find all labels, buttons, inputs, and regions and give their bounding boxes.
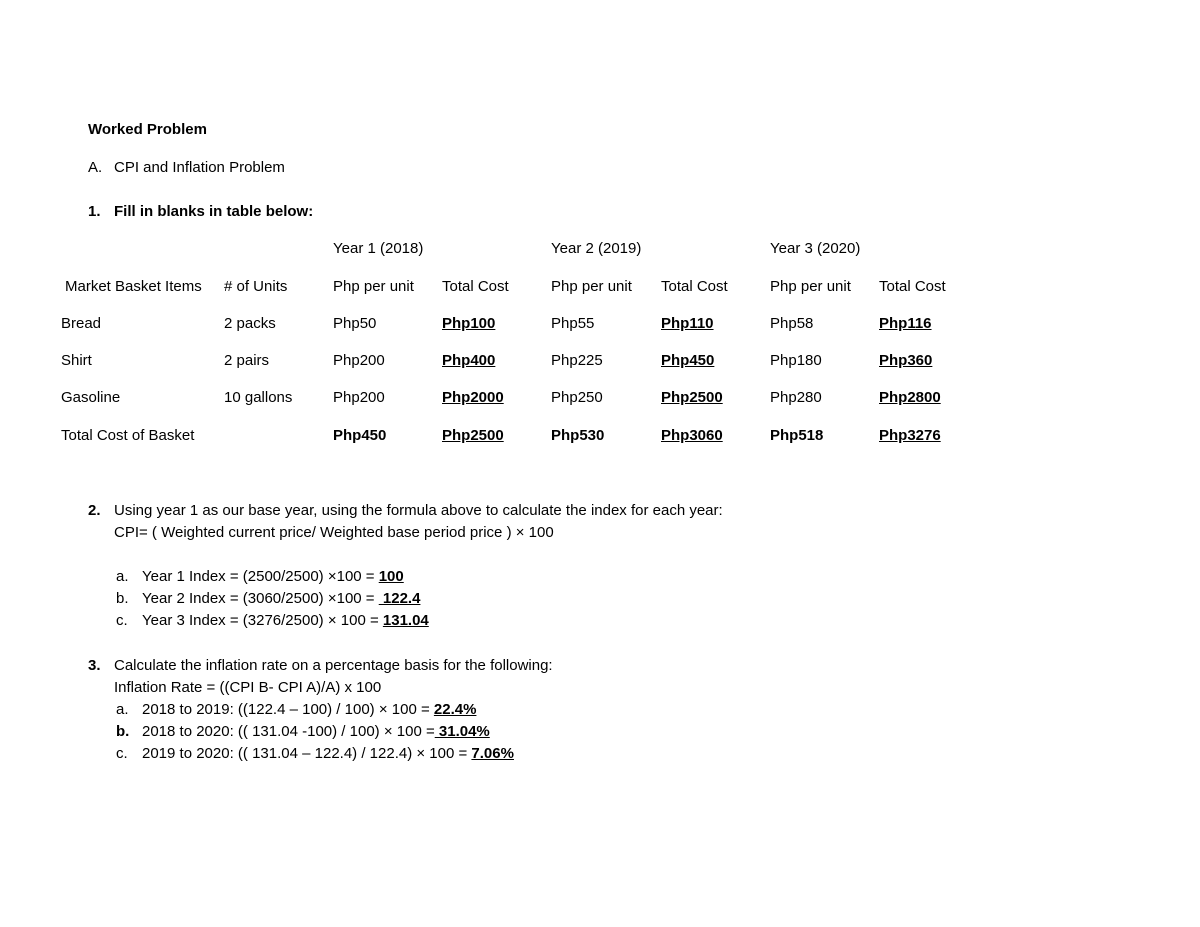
- inflation-item-marker: c.: [116, 745, 128, 762]
- inflation-item: [116, 744, 514, 764]
- item-units: 2 packs: [224, 315, 276, 332]
- col-header-y1-price: Php per unit: [333, 278, 414, 295]
- inflation-item-marker: a.: [116, 701, 129, 718]
- total-label: Total Cost of Basket: [61, 427, 195, 444]
- index-item-marker: c.: [116, 612, 128, 629]
- page-title: Worked Problem: [88, 121, 207, 138]
- year-2-header: Year 2 (2019): [551, 240, 642, 257]
- index-item-text: Year 1 Index = (2500/2500) ×100 =: [142, 568, 379, 585]
- y3-price-total: Php518: [770, 427, 824, 444]
- y2-price-total: Php530: [551, 427, 605, 444]
- inflation-item-text: 2019 to 2020: (( 131.04 – 122.4) / 122.4) × 100 =: [142, 745, 472, 762]
- y1-total: Php100: [442, 315, 496, 332]
- inflation-item-text: 2018 to 2020: (( 131.04 -100) / 100) × 100 =: [142, 723, 435, 740]
- index-item-answer: 100: [378, 568, 404, 585]
- col-header-y3-total: Total Cost: [879, 278, 946, 295]
- item-name: Gasoline: [61, 389, 121, 406]
- y1-total: Php2000: [442, 389, 504, 406]
- year-1-header: Year 1 (2018): [333, 240, 424, 257]
- y3-price: Php58: [770, 315, 814, 332]
- y3-basket-total: Php3276: [879, 427, 941, 444]
- question-1-marker: 1.: [88, 203, 101, 220]
- y2-total: Php110: [661, 315, 714, 332]
- col-header-units: # of Units: [224, 278, 288, 295]
- inflation-item-text: 2018 to 2019: ((122.4 – 100) / 100) × 100 =: [142, 701, 434, 718]
- y2-total: Php450: [661, 352, 715, 369]
- index-item-text: Year 2 Index = (3060/2500) ×100 =: [142, 590, 379, 607]
- y3-price: Php280: [770, 389, 822, 406]
- section-a-marker: A.: [88, 159, 103, 176]
- y3-total: Php360: [879, 352, 933, 369]
- section-a-text: CPI and Inflation Problem: [114, 159, 285, 176]
- total-row: [0, 426, 1200, 446]
- year-header-row: [0, 239, 1200, 259]
- y2-basket-total: Php3060: [661, 427, 723, 444]
- col-header-y2-price: Php per unit: [551, 278, 632, 295]
- cpi-formula: CPI= ( Weighted current price/ Weighted base period price ) × 100: [114, 524, 554, 541]
- y1-price: Php200: [333, 389, 385, 406]
- inflation-item-answer: 22.4%: [433, 701, 477, 718]
- col-header-y1-total: Total Cost: [442, 278, 509, 295]
- y3-total: Php116: [879, 315, 932, 332]
- index-item-answer: 131.04: [382, 612, 429, 629]
- inflation-formula: Inflation Rate = ((CPI B- CPI A)/A) x 100: [114, 679, 382, 696]
- index-item-marker: a.: [116, 568, 129, 585]
- question-2-marker: 2.: [88, 502, 101, 519]
- question-1-text: Fill in blanks in table below:: [114, 203, 314, 220]
- col-header-y2-total: Total Cost: [661, 278, 728, 295]
- y2-total: Php2500: [661, 389, 723, 406]
- index-item: [116, 567, 404, 587]
- y2-price: Php225: [551, 352, 603, 369]
- table-row: [0, 388, 1200, 408]
- question-3-prompt: [88, 656, 553, 676]
- index-item: [116, 589, 420, 609]
- question-1: [88, 202, 313, 222]
- col-header-y3-price: Php per unit: [770, 278, 851, 295]
- question-2-text: Using year 1 as our base year, using the formula above to calculate the index for each year:: [114, 502, 723, 519]
- year-3-header: Year 3 (2020): [770, 240, 861, 257]
- y1-price: Php200: [333, 352, 385, 369]
- question-3-text: Calculate the inflation rate on a percentage basis for the following:: [114, 657, 553, 674]
- y2-price: Php55: [551, 315, 595, 332]
- item-name: Shirt: [61, 352, 92, 369]
- index-item-answer: 122.4: [378, 590, 421, 607]
- y1-price: Php50: [333, 315, 377, 332]
- col-header-items: Market Basket Items: [65, 278, 202, 295]
- item-units: 2 pairs: [224, 352, 270, 369]
- index-item: [116, 611, 429, 631]
- question-2-prompt: [88, 501, 723, 521]
- y1-basket-total: Php2500: [442, 427, 504, 444]
- item-name: Bread: [61, 315, 102, 332]
- inflation-item-answer: 7.06%: [471, 745, 514, 762]
- inflation-item: [116, 722, 490, 742]
- table-row: [0, 314, 1200, 334]
- inflation-item: [116, 700, 476, 720]
- index-item-text: Year 3 Index = (3276/2500) × 100 =: [142, 612, 383, 629]
- index-item-marker: b.: [116, 590, 129, 607]
- y1-total: Php400: [442, 352, 496, 369]
- y3-total: Php2800: [879, 389, 941, 406]
- section-a: [88, 158, 285, 178]
- column-header-row: [0, 277, 1200, 297]
- inflation-item-marker: b.: [116, 723, 130, 740]
- question-3-marker: 3.: [88, 657, 101, 674]
- y3-price: Php180: [770, 352, 822, 369]
- inflation-item-answer: 31.04%: [434, 723, 490, 740]
- y1-price-total: Php450: [333, 427, 387, 444]
- y2-price: Php250: [551, 389, 603, 406]
- item-units: 10 gallons: [224, 389, 293, 406]
- table-row: [0, 351, 1200, 371]
